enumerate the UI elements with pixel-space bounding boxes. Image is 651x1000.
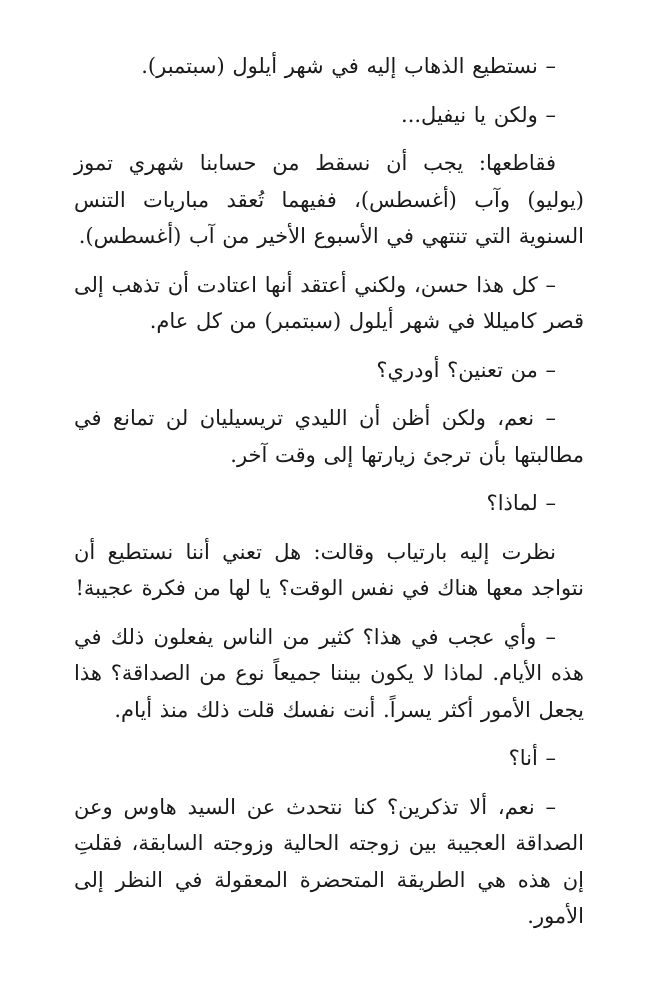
paragraph: – من تعنين؟ أودري؟ xyxy=(376,357,556,382)
paragraph: – نستطيع الذهاب إليه في شهر أيلول (سبتمبر). xyxy=(141,54,556,78)
paragraph: – ولكن يا نيفيل... xyxy=(401,102,556,127)
paragraph: – أنا؟ xyxy=(508,746,556,770)
paragraph: – وأي عجب في هذا؟ كثير من الناس يفعلون ذلك في هذه الأيام. لماذا لا يكون بيننا جميعاً نوع من الصداقة؟ هذا يجعل الأمور أكثر يسراً. أنت نفسك قلت ذلك منذ أيام. xyxy=(74,624,584,722)
book-page xyxy=(74,48,584,947)
paragraph: – نعم، ألا تذكرين؟ كنا نتحدث عن السيد هاوس وعن الصداقة العجيبة بين زوجته الحالية وزوجته السابقة، فقلتِ إن هذه هي الطريقة المتحضرة المعقولة في النظر إلى الأمور. xyxy=(74,794,584,928)
paragraph: – نعم، ولكن أظن أن الليدي تريسيليان لن تمانع في مطالبتها بأن ترجئ زيارتها إلى وقت آخر. xyxy=(74,406,584,467)
paragraph: نظرت إليه بارتياب وقالت: هل تعني أننا نستطيع أن نتواجد معها هناك في نفس الوقت؟ يا لها من فكرة عجيبة! xyxy=(74,539,584,600)
paragraph: فقاطعها: يجب أن نسقط من حسابنا شهري تموز (يوليو) وآب (أغسطس)، ففيهما تُعقد مباريات التنس السنوية التي تنتهي في الأسبوع الأخير من آب (أغسطس). xyxy=(74,151,584,248)
paragraph: – كل هذا حسن، ولكني أعتقد أنها اعتادت أن تذهب إلى قصر كاميللا في شهر أيلول (سبتمبر) من كل عام. xyxy=(74,272,584,333)
paragraph: – لماذا؟ xyxy=(486,491,556,515)
